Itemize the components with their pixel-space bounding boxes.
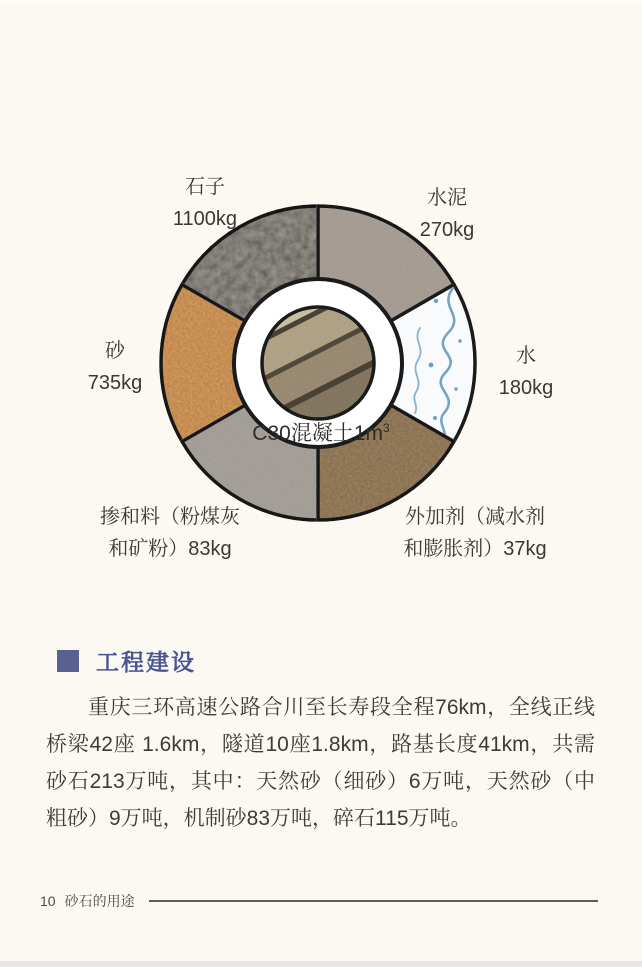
segment-value: 735kg — [87, 372, 143, 394]
section-heading — [57, 644, 196, 677]
section-title: 工程建设 — [96, 649, 196, 675]
page-top-edge — [0, 0, 642, 3]
segment-label-admixture — [363, 501, 587, 565]
body-paragraph: 重庆三环高速公路合川至长寿段全程76km，全线正线桥梁42座 1.6km，隧道10座1.8km，路基长度41km，共需砂石213万吨，其中：天然砂（细砂）6万吨，天然砂（中粗砂）9万吨，机制砂83万吨，碎石115万吨。 — [46, 696, 595, 830]
segment-name: 外加剂（减水剂 — [405, 506, 545, 528]
segment-name: 水 — [516, 345, 536, 367]
page-footer — [40, 891, 598, 911]
page-bottom-edge — [0, 961, 642, 967]
segment-label-cement — [357, 182, 537, 246]
segment-name: 水泥 — [427, 187, 467, 209]
footer-title: 砂石的用途 — [64, 893, 135, 909]
footer-rule — [149, 900, 598, 902]
segment-value: 1100kg — [172, 208, 238, 230]
segment-value: 和矿粉）83kg — [108, 538, 232, 560]
segment-name: 石子 — [185, 176, 225, 198]
segment-label-blend — [59, 501, 281, 565]
segment-value: 和膨胀剂）37kg — [403, 538, 547, 560]
center-label-text: C30混凝土1m — [252, 422, 383, 445]
segment-label-sand — [25, 335, 205, 399]
segment-name: 砂 — [105, 340, 125, 362]
donut-center-label — [211, 417, 431, 447]
segment-value: 270kg — [419, 219, 475, 241]
segment-value: 180kg — [498, 377, 554, 399]
page-number: 10 — [40, 893, 56, 909]
segment-name: 掺和料（粉煤灰 — [100, 506, 240, 528]
segment-label-water — [436, 340, 616, 404]
section-marker-square — [57, 650, 79, 672]
segment-label-gravel — [115, 171, 295, 235]
center-label-superscript: 3 — [383, 421, 390, 435]
